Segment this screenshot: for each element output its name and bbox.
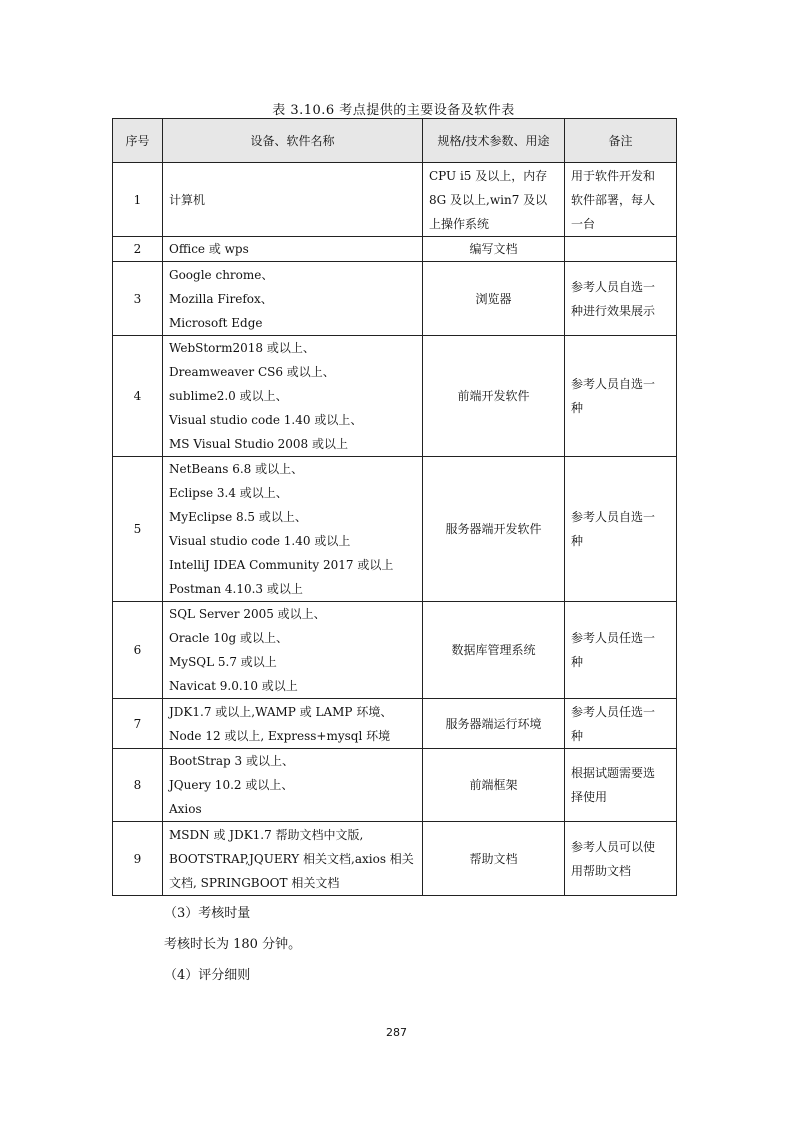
note-line: 根据试题需要选 — [571, 766, 656, 780]
header-name: 设备、软件名称 — [163, 119, 423, 163]
row-spec — [423, 822, 565, 896]
name-line: 计算机 — [169, 192, 206, 207]
row-spec — [423, 457, 565, 602]
row-note — [565, 163, 677, 237]
note-line: 种进行效果展示 — [571, 303, 656, 318]
note-line: 种 — [571, 655, 584, 669]
header-spec — [423, 119, 565, 163]
table-row — [113, 237, 677, 262]
name-line: Eclipse 3.4 或以上、 — [169, 486, 288, 500]
row-name — [163, 602, 423, 699]
name-line: Navicat 9.0.10 或以上 — [169, 679, 298, 693]
row-spec — [423, 749, 565, 822]
row-name — [163, 457, 423, 602]
name-line: WebStorm2018 或以上、 — [169, 341, 315, 355]
row-no: 8 — [113, 749, 163, 822]
header-no: 序号 — [113, 119, 163, 163]
row-name — [163, 163, 423, 237]
row-no: 3 — [113, 262, 163, 336]
table-row — [113, 699, 677, 749]
section-4-heading: （4）评分细则 — [164, 968, 251, 983]
row-note — [565, 262, 677, 336]
spec-line: 服务器端开发软件 — [445, 522, 542, 536]
name-line: Visual studio code 1.40 或以上、 — [169, 413, 363, 427]
note-line: 种 — [571, 728, 584, 743]
note-line: 参考人员自选一 — [571, 279, 656, 294]
row-spec — [423, 237, 565, 262]
row-note — [565, 336, 677, 457]
row-no: 9 — [113, 822, 163, 896]
table-row — [113, 262, 677, 336]
row-spec — [423, 336, 565, 457]
spec-line: 上操作系统 — [429, 216, 490, 231]
name-line: SQL Server 2005 或以上、 — [169, 607, 326, 621]
name-line: JDK1.7 或以上,WAMP 或 LAMP 环境、 — [169, 704, 393, 719]
table-row — [113, 602, 677, 699]
spec-line: 前端开发软件 — [457, 389, 530, 403]
spec-line: 前端框架 — [469, 778, 518, 792]
name-line: Oracle 10g 或以上、 — [169, 631, 288, 645]
row-spec — [423, 262, 565, 336]
spec-line: CPU i5 及以上，内存 — [429, 168, 548, 183]
name-line: Dreamweaver CS6 或以上、 — [169, 365, 335, 379]
name-line: NetBeans 6.8 或以上、 — [169, 462, 304, 476]
name-line: Microsoft Edge — [169, 315, 263, 330]
note-line: 用帮助文档 — [571, 863, 632, 878]
name-line: IntelliJ IDEA Community 2017 或以上 — [169, 558, 394, 572]
table-row — [113, 457, 677, 602]
section-3-text: 考核时长为 180 分钟。 — [164, 937, 302, 952]
note-line: 择使用 — [571, 790, 608, 804]
name-line: Axios — [169, 802, 202, 816]
spec-line: 编写文档 — [469, 242, 518, 256]
spec-line: 数据库管理系统 — [451, 643, 536, 657]
table-caption: 表 3.10.6 考点提供的主要设备及软件表 — [272, 103, 515, 118]
row-note — [565, 457, 677, 602]
name-line: MSDN 或 JDK1.7 帮助文档中文版, — [169, 827, 364, 842]
row-name — [163, 336, 423, 457]
row-name — [163, 699, 423, 749]
name-line: Postman 4.10.3 或以上 — [169, 582, 303, 596]
table-row — [113, 822, 677, 896]
name-line: JQuery 10.2 或以上、 — [169, 778, 294, 792]
row-note — [565, 822, 677, 896]
page-number: 287 — [386, 1026, 407, 1039]
row-note — [565, 237, 677, 262]
note-line: 参考人员可以使 — [571, 839, 656, 854]
row-no: 4 — [113, 336, 163, 457]
row-name — [163, 237, 423, 262]
row-spec — [423, 699, 565, 749]
spec-line: 服务器端运行环境 — [445, 716, 542, 731]
note-line: 参考人员自选一 — [571, 510, 656, 524]
name-line: Mozilla Firefox、 — [169, 291, 273, 306]
row-name — [163, 749, 423, 822]
row-no: 1 — [113, 163, 163, 237]
row-no: 7 — [113, 699, 163, 749]
row-name — [163, 262, 423, 336]
section-3-heading: （3）考核时量 — [164, 906, 251, 921]
name-line: Node 12 或以上, Express+mysql 环境 — [169, 728, 391, 743]
table-row — [113, 336, 677, 457]
row-no: 6 — [113, 602, 163, 699]
equipment-software-table — [112, 118, 677, 896]
note-line: 参考人员自选一 — [571, 377, 656, 391]
note-line: 一台 — [571, 216, 596, 231]
spec-line: 帮助文档 — [469, 851, 518, 866]
name-line: 文档, SPRINGBOOT 相关文档 — [169, 875, 340, 890]
table-row — [113, 749, 677, 822]
name-line: Visual studio code 1.40 或以上 — [169, 534, 351, 548]
name-line: MySQL 5.7 或以上 — [169, 655, 277, 669]
note-line: 参考人员任选一 — [571, 704, 656, 719]
table-header-row — [113, 119, 677, 163]
table-row — [113, 163, 677, 237]
row-note — [565, 699, 677, 749]
spec-line: 8G 及以上,win7 及以 — [429, 192, 548, 207]
header-note: 备注 — [565, 119, 677, 163]
header-spec-text: 规格/技术参数、用途 — [437, 133, 550, 148]
row-no: 5 — [113, 457, 163, 602]
spec-line: 浏览器 — [475, 291, 512, 306]
row-no: 2 — [113, 237, 163, 262]
name-line: Google chrome、 — [169, 267, 274, 282]
row-spec — [423, 602, 565, 699]
name-line: Office 或 wps — [169, 242, 249, 256]
row-note — [565, 602, 677, 699]
row-name — [163, 822, 423, 896]
name-line: BootStrap 3 或以上、 — [169, 754, 294, 768]
row-note — [565, 749, 677, 822]
name-line: BOOTSTRAP,JQUERY 相关文档,axios 相关 — [169, 851, 414, 866]
note-line: 参考人员任选一 — [571, 631, 656, 645]
note-line: 种 — [571, 401, 584, 415]
name-line: sublime2.0 或以上、 — [169, 389, 288, 403]
name-line: MS Visual Studio 2008 或以上 — [169, 437, 348, 451]
note-line: 软件部署，每人 — [571, 192, 656, 207]
row-spec — [423, 163, 565, 237]
note-line: 用于软件开发和 — [571, 168, 656, 183]
name-line: MyEclipse 8.5 或以上、 — [169, 510, 307, 524]
note-line: 种 — [571, 534, 584, 548]
